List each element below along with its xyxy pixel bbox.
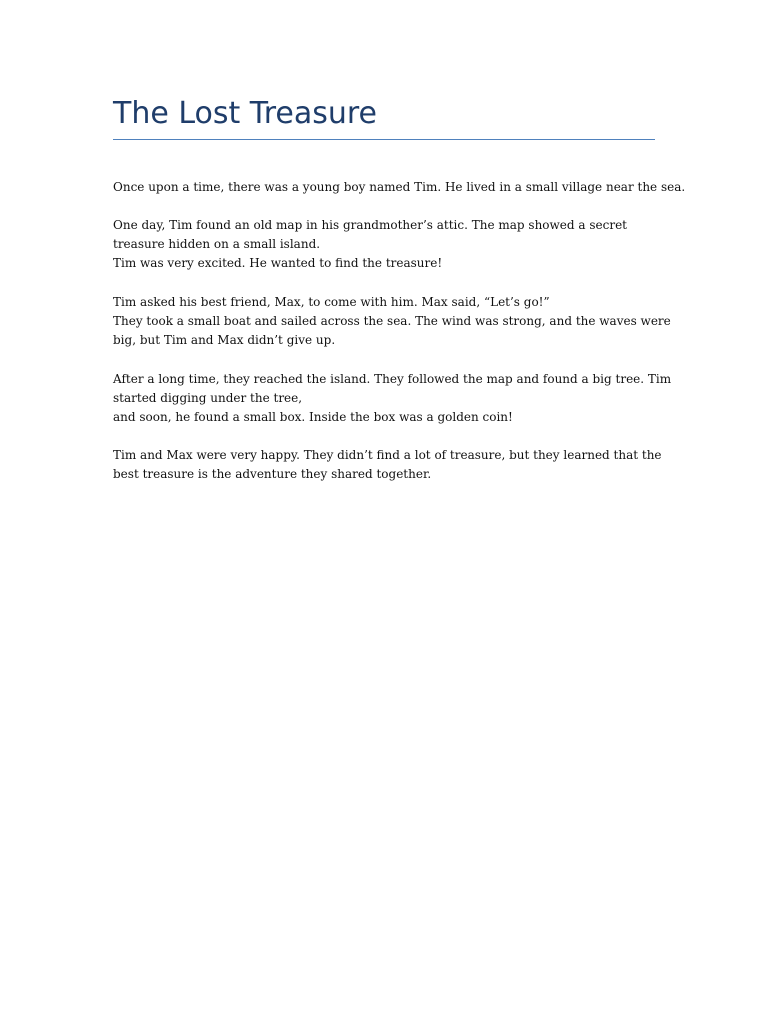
paragraph-line: They took a small boat and sailed across the sea. The wind was strong, and the waves were [113, 314, 671, 328]
paragraph-line: and soon, he found a small box. Inside the box was a golden coin! [113, 410, 513, 424]
document-title: The Lost Treasure [113, 96, 378, 131]
paragraph-2 [113, 216, 661, 273]
paragraph-line: Once upon a time, there was a young boy named Tim. He lived in a small village near the sea. [113, 180, 686, 194]
paragraph-line: Tim asked his best friend, Max, to come with him. Max said, “Let’s go!” [113, 295, 550, 309]
paragraph-5 [113, 446, 661, 484]
paragraph-line: best treasure is the adventure they shared together. [113, 467, 432, 481]
paragraph-4 [113, 370, 672, 427]
title-underline-rule [113, 139, 655, 140]
paragraph-line: One day, Tim found an old map in his grandmother’s attic. The map showed a secret [113, 218, 628, 232]
paragraph-line: started digging under the tree, [113, 391, 303, 405]
paragraph-3 [113, 293, 671, 350]
paragraph-line: treasure hidden on a small island. [113, 237, 321, 251]
paragraph-line: big, but Tim and Max didn’t give up. [113, 333, 336, 347]
paragraph-1 [113, 178, 686, 197]
paragraph-line: Tim was very excited. He wanted to find the treasure! [113, 256, 443, 270]
paragraph-line: After a long time, they reached the island. They followed the map and found a big tree. Tim [113, 372, 672, 386]
paragraph-line: Tim and Max were very happy. They didn’t find a lot of treasure, but they learned that the [113, 448, 662, 462]
